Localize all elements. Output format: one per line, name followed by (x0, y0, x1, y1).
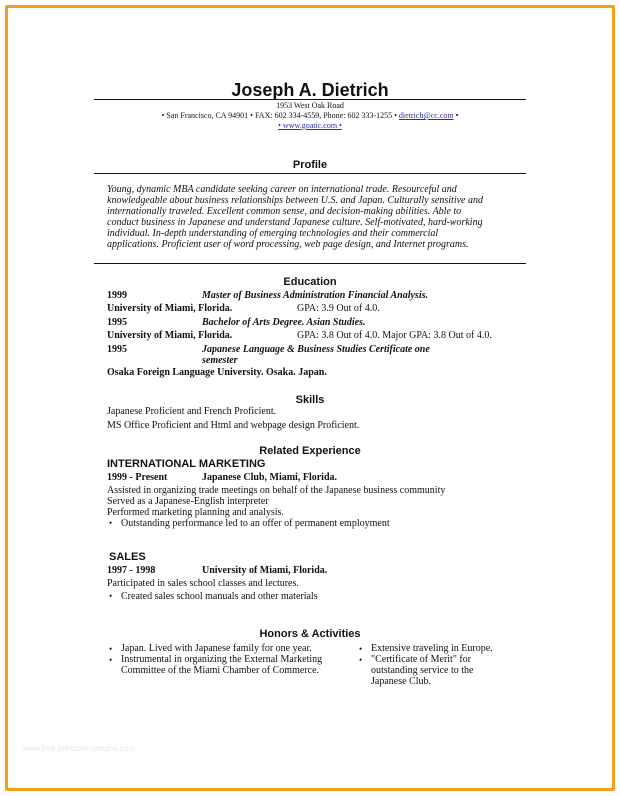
honors-heading: Honors & Activities (259, 628, 361, 640)
education-gpa: GPA: 3.9 Out of 4.0. (297, 303, 380, 314)
education-school: University of Miami, Florida. (107, 303, 233, 314)
job-line: Served as a Japanese-English interpreter (107, 496, 269, 507)
contact-details: • San Francisco, CA 94901 • FAX: 602 334-4559, Phone: 602 333-1255 • (161, 111, 397, 120)
experience-heading: Related Experience (259, 445, 361, 457)
education-school: Osaka Foreign Language University. Osaka. Japan. (107, 367, 327, 378)
address-line: 1953 West Oak Road (276, 101, 344, 110)
job-line: Assisted in organizing trade meetings on behalf of the Japanese business community (107, 485, 446, 496)
education-degree: Japanese Language & Business Studies Certificate one (202, 344, 430, 355)
honor-right-line: outstanding service to the (371, 665, 474, 676)
job-bullet: Outstanding performance led to an offer of permanent employment (121, 518, 390, 529)
honor-left-line: Instrumental in organizing the External Marketing (121, 654, 323, 665)
profile-rule-top (94, 173, 526, 174)
job-title: INTERNATIONAL MARKETING (107, 458, 266, 470)
bullet-icon: • (359, 644, 363, 654)
skills-heading: Skills (295, 394, 325, 406)
website-link[interactable]: • www.goatic.com • (278, 121, 342, 130)
education-school: University of Miami, Florida. (107, 330, 233, 341)
contact-line (0, 111, 620, 120)
header-rule (94, 99, 526, 100)
honor-right-line: "Certificate of Merit" for (371, 654, 472, 665)
education-year: 1995 (107, 344, 127, 355)
profile-line: individual. In-depth understanding of emerging technologies and their commercial (107, 228, 439, 239)
job-line: Performed marketing planning and analysis. (107, 507, 284, 518)
bullet-icon: • (109, 655, 113, 665)
job-employer: University of Miami, Florida. (202, 565, 328, 576)
education-year: 1995 (107, 317, 127, 328)
bullet-icon: • (109, 591, 113, 601)
job-employer: Japanese Club, Miami, Florida. (202, 472, 338, 483)
website-line (0, 121, 620, 130)
job-dates: 1999 - Present (107, 472, 168, 483)
job-bullet: Created sales school manuals and other materials (121, 591, 318, 602)
profile-line: applications. Proficient user of word processing, web page design, and Internet programs. (107, 239, 469, 250)
honor-left-line: Japan. Lived with Japanese family for one year. (121, 643, 312, 654)
candidate-name: Joseph A. Dietrich (231, 80, 389, 100)
bullet-icon: • (109, 518, 113, 528)
honor-right-line: Japanese Club. (371, 676, 431, 687)
contact-end: • (455, 111, 459, 120)
education-heading: Education (283, 276, 337, 288)
skills-line: Japanese Proficient and French Proficient. (107, 406, 277, 417)
watermark-text: www.free-printable-resume.com (22, 744, 135, 753)
honor-right-line: Extensive traveling in Europe. (371, 643, 493, 654)
profile-line: internationally traveled. Excellent common sense, and decision-making abilities. Able to (107, 206, 462, 217)
profile-line: conduct business in Japanese and understand Japanese culture. Self-motivated, hard-working (107, 217, 483, 228)
honor-left-line: Committee of the Miami Chamber of Commerce. (121, 665, 320, 676)
job-dates: 1997 - 1998 (107, 565, 156, 576)
skills-line: MS Office Proficient and Html and webpage design Proficient. (107, 420, 360, 431)
education-degree: Master of Business Administration Financial Analysis. (202, 290, 428, 301)
education-degree-cont: semester (202, 355, 238, 366)
job-title: SALES (109, 551, 146, 563)
bullet-icon: • (359, 655, 363, 665)
profile-line: Young, dynamic MBA candidate seeking career on international trade. Resourceful and (107, 184, 457, 195)
profile-line: knowledgeable about business relationships between U.S. and Japan. Culturally sensitive and (107, 195, 483, 206)
email-link[interactable]: dietrich@cc.com (398, 111, 454, 120)
profile-rule-bottom (94, 263, 526, 264)
profile-heading: Profile (292, 159, 328, 171)
education-gpa: GPA: 3.8 Out of 4.0. Major GPA: 3.8 Out of 4.0. (297, 330, 492, 341)
bullet-icon: • (109, 644, 113, 654)
job-line: Participated in sales school classes and lectures. (107, 578, 299, 589)
education-year: 1999 (107, 290, 127, 301)
education-degree: Bachelor of Arts Degree. Asian Studies. (202, 317, 366, 328)
